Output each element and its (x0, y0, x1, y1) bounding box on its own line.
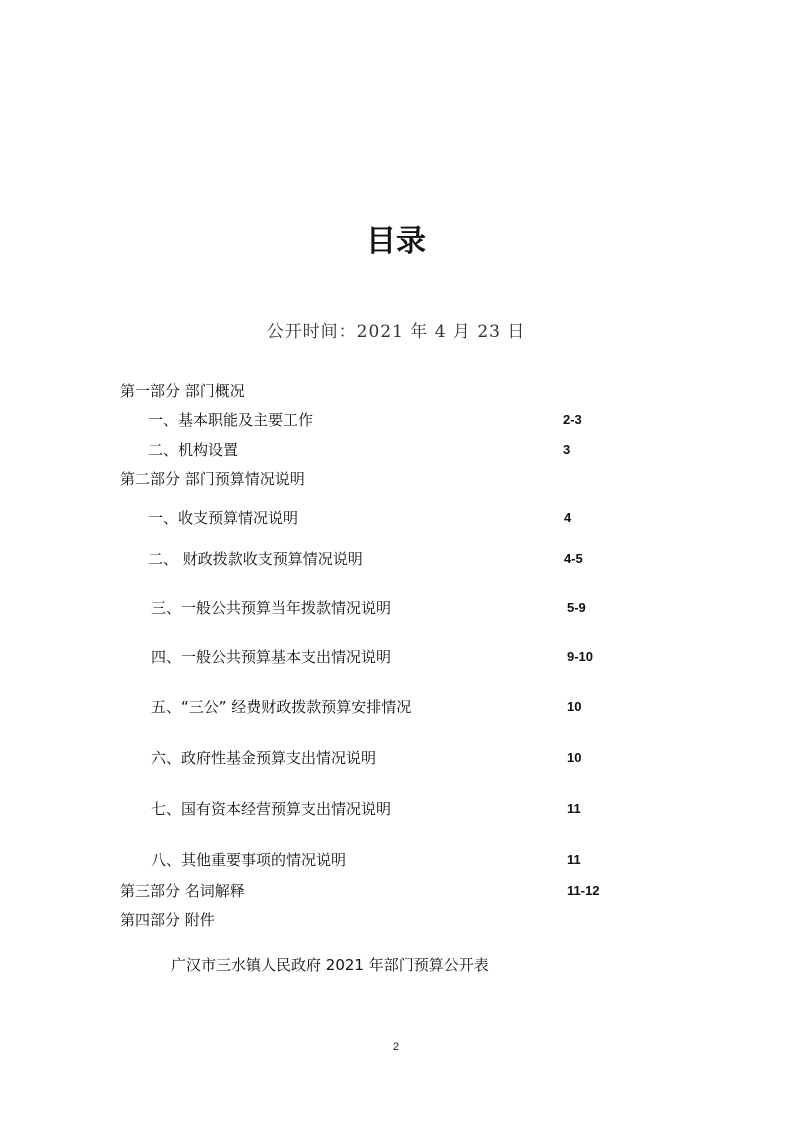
toc-entry-page: 11 (567, 801, 581, 816)
toc-entry-part-4[interactable] (0, 908, 792, 932)
toc-entry-page: 2-3 (563, 412, 582, 427)
toc-entry-label: 四、一般公共预算基本支出情况说明 (151, 648, 392, 666)
toc-entry-2-3[interactable] (0, 596, 792, 620)
toc-entry-2-8[interactable] (0, 848, 792, 872)
toc-entry-page: 10 (567, 699, 582, 714)
toc-entry-label: 第三部分 名词解释 (120, 882, 245, 900)
toc-entry-1-2[interactable] (0, 438, 792, 462)
toc-entry-label: 一、收支预算情况说明 (148, 509, 299, 527)
toc-entry-2-4[interactable] (0, 645, 792, 669)
toc-entry-part-2[interactable] (0, 467, 792, 491)
toc-entry-label: 第四部分 附件 (120, 911, 215, 929)
toc-entry-page: 3 (563, 442, 571, 457)
toc-entry-page: 4-5 (564, 551, 583, 566)
toc-entry-2-1[interactable] (0, 506, 792, 530)
toc-entry-label: 六、政府性基金预算支出情况说明 (151, 749, 377, 767)
page-title: 目录 (366, 224, 426, 259)
toc-entry-page: 4 (564, 510, 572, 525)
toc-entry-label: 第一部分 部门概况 (120, 382, 245, 400)
toc-entry-2-2[interactable] (0, 547, 792, 571)
toc-entry-part-1[interactable] (0, 379, 792, 403)
toc-entry-page: 9-10 (567, 649, 594, 664)
page-number: 2 (392, 1041, 400, 1053)
toc-entry-2-6[interactable] (0, 746, 792, 770)
toc-entry-page: 11-12 (567, 883, 600, 898)
toc-entry-label: 三、一般公共预算当年拨款情况说明 (151, 599, 392, 617)
toc-entry-1-1[interactable] (0, 408, 792, 432)
toc-entry-page: 5-9 (567, 600, 586, 615)
toc-entry-label: 第二部分 部门预算情况说明 (120, 470, 305, 488)
toc-entry-part-3[interactable] (0, 879, 792, 903)
annex-title: 广汉市三水镇人民政府 2021 年部门预算公开表 (171, 956, 489, 974)
toc-entry-label: 一、基本职能及主要工作 (148, 411, 314, 429)
toc-entry-label: 八、其他重要事项的情况说明 (151, 851, 347, 869)
publish-date: 公开时间：2021 年 4 月 23 日 (266, 322, 526, 342)
toc-entry-label: 五、“三公” 经费财政拨款预算安排情况 (151, 698, 412, 716)
toc-entry-label: 二、 财政拨款收支预算情况说明 (148, 550, 363, 568)
toc-entry-page: 11 (567, 852, 581, 867)
toc-entry-2-7[interactable] (0, 797, 792, 821)
toc-entry-label: 七、国有资本经营预算支出情况说明 (151, 800, 392, 818)
toc-entry-label: 二、机构设置 (148, 441, 239, 459)
toc-entry-2-5[interactable] (0, 695, 792, 719)
toc-entry-page: 10 (567, 750, 582, 765)
